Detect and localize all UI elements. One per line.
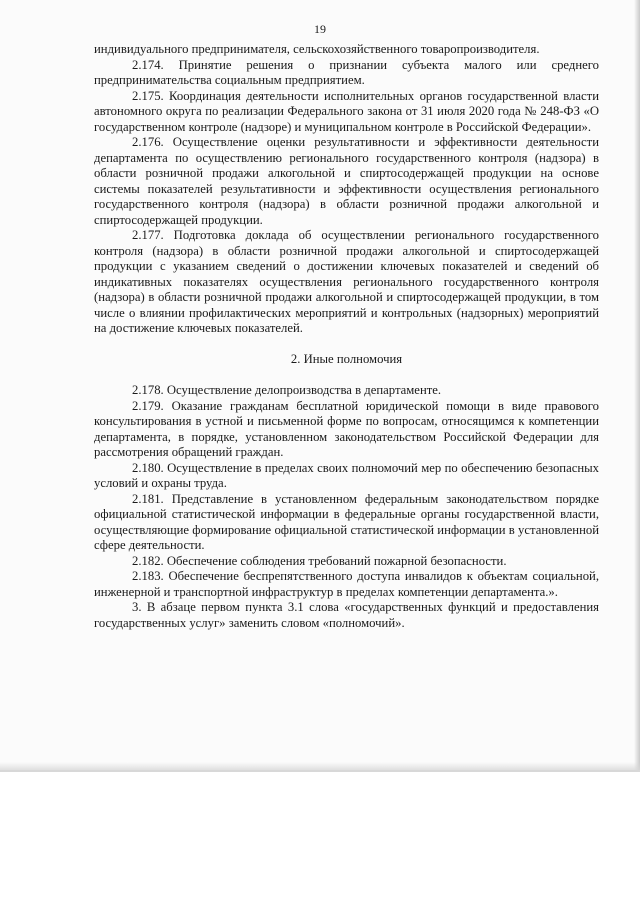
- paragraph-2-176: 2.176. Осуществление оценки результативности и эффективности деятельности департамента по осуществлению регионального государственного контроля (надзора) в области розничной продажи алкогольной и спиртосодержащей продукции на основе системы показателей результативности и эффективности осуществления регионального государственного контроля (надзора) в области розничной продажи алкогольной и спиртосодержащей продукции.: [94, 135, 599, 227]
- section-heading: 2. Иные полномочия: [290, 351, 403, 366]
- page-number: 19: [314, 22, 326, 36]
- paragraph-3: 3. В абзаце первом пункта 3.1 слова «государственных функций и предоставления государственных услуг» заменить словом «полномочий».: [94, 600, 599, 630]
- paragraph-2-180: 2.180. Осуществление в пределах своих полномочий мер по обеспечению безопасных условий и охраны труда.: [94, 460, 599, 490]
- scan-bottom-shadow: [0, 762, 640, 772]
- paragraph-2-182: 2.182. Обеспечение соблюдения требований пожарной безопасности.: [132, 553, 507, 568]
- paragraph-2-179: 2.179. Оказание гражданам бесплатной юридической помощи в виде правового консультирования в устной и письменной форме по вопросам, относящимся к компетенции департамента, в порядке, установленном законодательством Российской Федерации для рассмотрения обращений граждан.: [94, 398, 599, 459]
- scan-edge-shadow: [634, 0, 640, 770]
- paragraph-2-175: 2.175. Координация деятельности исполнительных органов государственной власти автономного округа по реализации Федерального закона от 31 июля 2020 года № 248-ФЗ «О государственном контроле (надзоре) и муниципальном контроле в Российской Федерации».: [94, 88, 599, 134]
- paragraph-2-181: 2.181. Представление в установленном федеральным законодательством порядке официальной статистической информации в федеральные органы государственной власти, осуществляющие формирование официальной статистической информации в установленной сфере деятельности.: [94, 491, 599, 552]
- paragraph-continuation: индивидуального предпринимателя, сельскохозяйственного товаропроизводителя.: [94, 42, 540, 56]
- document-body: [94, 42, 599, 631]
- paragraph-2-183: 2.183. Обеспечение беспрепятственного доступа инвалидов к объектам социальной, инженерной и транспортной инфраструктур в пределах компетенции департамента.».: [94, 569, 599, 599]
- paragraph-2-177: 2.177. Подготовка доклада об осуществлении регионального государственного контроля (надзора) в области розничной продажи алкогольной и спиртосодержащей продукции с указанием сведений о достижении ключевых показателей и сведений об индикативных показателях осуществления регионального государственного контроля (надзора) в области розничной продажи алкогольной и спиртосодержащей продукции, в том числе о влиянии профилактических мероприятий и контрольных (надзорных) мероприятий на достижение ключевых показателей.: [94, 228, 599, 335]
- paragraph-2-178: 2.178. Осуществление делопроизводства в департаменте.: [132, 383, 442, 397]
- paragraph-2-174: 2.174. Принятие решения о признании субъекта малого или среднего предпринимательства социальным предприятием.: [94, 57, 599, 87]
